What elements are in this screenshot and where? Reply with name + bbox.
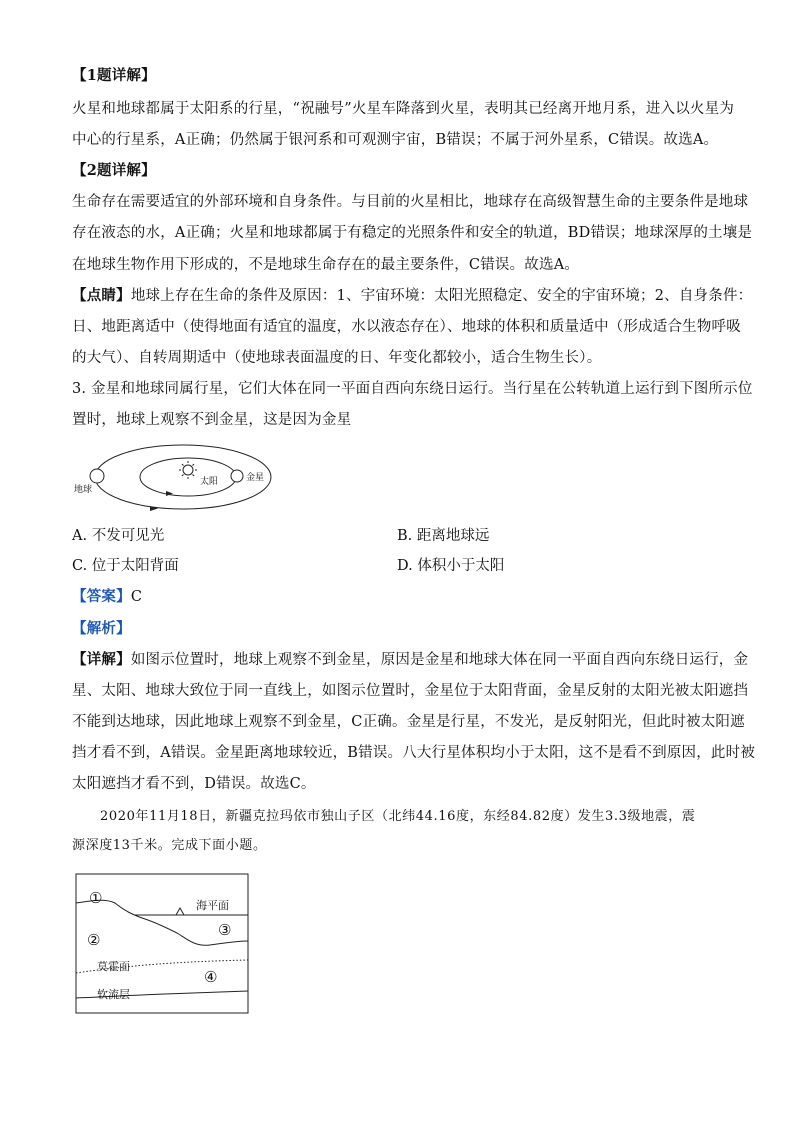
sun-icon [179, 461, 197, 479]
q1-header: 【1题详解】 [72, 67, 156, 84]
orbit-diagram [70, 438, 300, 518]
material-line-2: 源深度13千米。完成下面小题。 [72, 838, 267, 853]
label-c3: ③ [218, 921, 232, 939]
detail-line-3: 不能到达地球，因此地球上观察不到金星，C正确。金星是行星，不发光，是反射阳光，但此时被太阳遮 [72, 714, 745, 730]
point-line-3: 的大气）、自转周期适中（使地球表面温度的日、年变化都较小，适合生物生长）。 [72, 350, 602, 366]
material-line-1: 2020年11月18日，新疆克拉玛依市独山子区（北纬44.16度，东经84.82度）发生3.3级地震，震 [100, 809, 696, 824]
detail-line-5: 太阳遮挡才看不到，D错误。故选C。 [72, 776, 316, 792]
q2-line-2: 存在液态的水，A正确；火星和地球都属于有稳定的光照条件和安全的轨道，BD错误；地球深厚的土壤是 [72, 225, 753, 241]
q2-header: 【2题详解】 [72, 162, 156, 179]
option-d[interactable]: D. 体积小于太阳 [397, 558, 505, 574]
earth-planet [90, 469, 104, 483]
sea-level-label: 海平面 [196, 899, 229, 912]
q1-line-2: 中心的行星系，A正确；仍然属于银河系和可观测宇宙，B错误；不属于河外星系，C错误。故选A。 [72, 132, 719, 148]
answer-line [72, 587, 142, 607]
q2-line-3: 在地球生物作用下形成的，不是地球生命存在的最主要条件，C错误。故选A。 [72, 257, 580, 273]
moho-label: 莫霍面 [97, 960, 130, 973]
q3-stem-line-1: 3. 金星和地球同属行星，它们大体在同一平面自西向东绕日运行。当行星在公转轨道上运行到下图所示位 [72, 381, 753, 397]
point-line-1 [72, 286, 752, 306]
label-c2: ② [87, 931, 101, 949]
option-c[interactable]: C. 位于太阳背面 [72, 558, 179, 574]
earth-orbit [95, 445, 271, 509]
option-b[interactable]: B. 距离地球远 [397, 528, 490, 544]
label-c4: ④ [204, 968, 218, 986]
point-tag: 【点睛】 [72, 287, 131, 304]
asthenosphere-label: 软流层 [97, 988, 130, 1001]
analysis-tag: 【解析】 [72, 620, 131, 637]
earth-orbit-arrow [150, 506, 158, 511]
answer-value: C [130, 589, 143, 605]
label-c1: ① [89, 889, 103, 907]
venus-label: 金星 [246, 473, 265, 483]
detail-first-text: 如图示位置时，地球上观察不到金星，原因是金星和地球大体在同一平面自西向东绕日运行，金 [130, 652, 749, 668]
point-first-text: 地球上存在生命的条件及原因：1、宇宙环境：太阳光照稳定、安全的宇宙环境；2、自身条件： [130, 288, 753, 304]
sun-label: 太阳 [200, 477, 219, 487]
q2-line-1: 生命存在需要适宜的外部环境和自身条件。与目前的火星相比，地球存在高级智慧生命的主要条件是地球 [72, 194, 749, 210]
venus-planet [231, 470, 243, 482]
detail-line-1 [72, 650, 748, 670]
detail-tag: 【详解】 [72, 651, 131, 668]
q3-stem-line-2: 置时，地球上观察不到金星，这是因为金星 [72, 412, 352, 428]
crust-section-diagram [75, 873, 251, 1016]
q1-line-1: 火星和地球都属于太阳系的行星，“祝融号”火星车降落到火星，表明其已经离开地月系，进入以火星为 [72, 101, 735, 117]
detail-line-2: 星、太阳、地球大致位于同一直线上，如图示位置时，金星位于太阳背面，金星反射的太阳光被太阳遮挡 [72, 683, 749, 699]
answer-tag: 【答案】 [72, 588, 131, 605]
detail-line-4: 挡才看不到，A错误。金星距离地球较近，B错误。八大行星体积均小于太阳，这不是看不到原因，此时被 [72, 745, 756, 761]
option-a[interactable]: A. 不发可见光 [72, 528, 165, 544]
earth-label: 地球 [74, 485, 93, 495]
point-line-2: 日、地距离适中（使得地面有适宜的温度，水以液态存在）、地球的体积和质量适中（形成适合生物呼吸 [72, 319, 741, 335]
